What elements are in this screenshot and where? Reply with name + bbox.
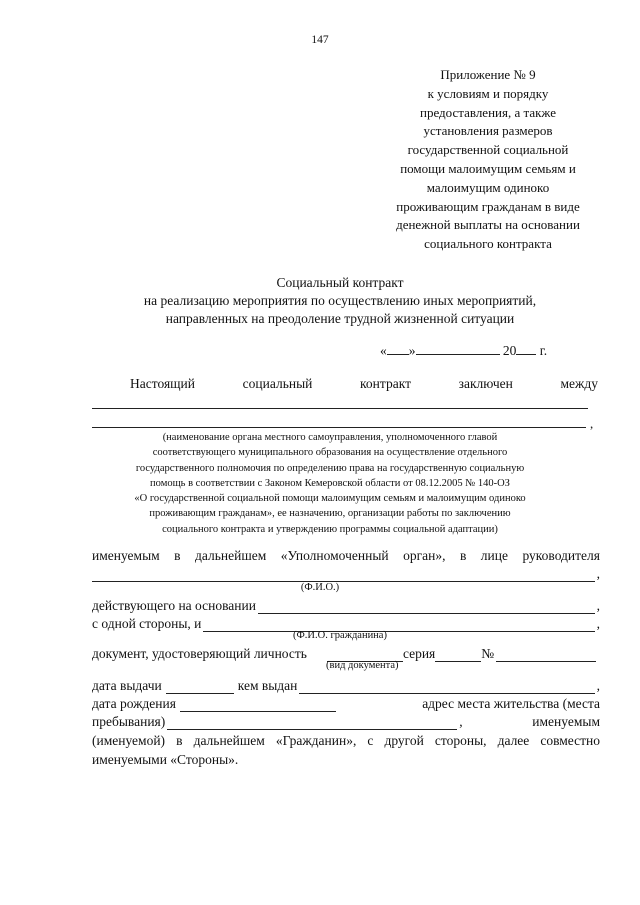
appendix-line: Приложение № 9 — [440, 67, 536, 82]
intro-word: заключен — [458, 376, 513, 391]
note-line: (наименование органа местного самоуправления, уполномоченного главой — [162, 432, 498, 443]
appendix-line: денежной выплаты на основании — [396, 217, 580, 233]
named-label: именуемым — [532, 714, 600, 729]
note-line: соответствующего муниципального образования на осуществление отдельного — [152, 447, 508, 459]
page-number: 147 — [311, 34, 329, 46]
intro-line — [130, 376, 598, 392]
one-side-label: с одной стороны, и — [92, 616, 202, 631]
appendix-line: предоставления, а также — [419, 104, 557, 120]
basis-blank[interactable] — [258, 601, 595, 614]
document-label: документ, удостоверяющий личность — [92, 646, 307, 661]
comma: , — [590, 416, 594, 431]
year-suffix: г. — [539, 343, 548, 358]
note-line: проживающим гражданам», ее назначению, организации работы по заключению — [149, 508, 511, 520]
head-fio-blank[interactable] — [92, 569, 595, 582]
comma: , — [596, 616, 600, 631]
address-label: адрес места жительства (места — [422, 696, 600, 711]
intro-word: между — [560, 376, 598, 391]
appendix-line: социального контракта — [424, 236, 552, 252]
appendix-line: малоимущим одиноко — [426, 179, 550, 195]
title-line: на реализацию мероприятия по осуществлению иных мероприятий, — [143, 293, 537, 308]
title-line: направленных на преодоление трудной жизненной ситуации — [165, 311, 515, 326]
note-line: «О государственной социальной помощи малоимущим семьям и малоимущим одиноко — [134, 493, 526, 505]
series-blank[interactable] — [435, 649, 481, 662]
doc-number-blank[interactable] — [496, 649, 596, 662]
org-note — [60, 430, 600, 537]
issued-by-blank[interactable] — [299, 681, 594, 694]
authority-line: именуемым в дальнейшем «Уполномоченный орган», в лице руководителя — [92, 548, 600, 563]
title-line: Социальный контракт — [276, 275, 404, 290]
year-blank[interactable] — [516, 342, 536, 355]
address-blank[interactable] — [167, 717, 457, 730]
document-title — [60, 274, 620, 328]
birth-row — [92, 696, 600, 712]
head-fio-row — [92, 566, 600, 582]
birth-date-blank[interactable] — [180, 699, 336, 712]
issued-by-label: кем выдан — [237, 678, 298, 693]
note-line: государственного полномочия по определению права на государственную социальную — [135, 462, 525, 474]
appendix-line: государственной социальной — [407, 142, 569, 158]
date-open-quote: « — [380, 343, 387, 358]
note-line: социального контракта и утверждению программы социальной адаптации) — [162, 523, 498, 535]
stay-label: пребывания) — [92, 714, 166, 729]
intro-word: контракт — [360, 376, 411, 391]
birth-date-label: дата рождения — [92, 696, 176, 711]
intro-word: социальный — [242, 376, 313, 391]
doc-type-caption: (вид документа) — [326, 660, 399, 671]
comma: , — [596, 598, 600, 613]
fio-caption: (Ф.И.О.) — [300, 582, 340, 593]
year-prefix: 20 — [502, 343, 517, 358]
appendix-line: к условиям и порядку — [427, 85, 549, 101]
appendix-line: помощи малоимущим семьям и — [400, 160, 576, 176]
appendix-header — [372, 66, 604, 254]
day-blank[interactable] — [387, 342, 409, 355]
basis-row — [92, 598, 600, 614]
month-blank[interactable] — [416, 342, 500, 355]
series-label: серия — [402, 646, 436, 661]
appendix-line: установления размеров — [423, 123, 553, 139]
issue-date-blank[interactable] — [166, 681, 234, 694]
stay-row — [92, 714, 600, 730]
intro-word: Настоящий — [130, 376, 196, 391]
number-label: № — [481, 646, 495, 661]
closing-paragraph: (именуемой) в дальнейшем «Гражданин», с другой стороны, далее совместно именуемыми «Стороны». — [92, 733, 600, 767]
comma: , — [596, 566, 600, 581]
issue-date-label: дата выдачи — [92, 678, 162, 693]
comma: , — [459, 714, 463, 729]
appendix-line: проживающим гражданам в виде — [396, 198, 580, 214]
basis-label: действующего на основании — [92, 598, 256, 613]
contract-date — [380, 342, 598, 359]
note-line: помощь в соответствии с Законом Кемеровской области от 08.12.2005 № 140-ОЗ — [150, 477, 510, 489]
citizen-caption: (Ф.И.О. гражданина) — [293, 630, 387, 641]
comma: , — [596, 678, 600, 693]
org-name-blank-1[interactable] — [92, 408, 588, 409]
org-name-blank-2[interactable] — [92, 427, 586, 428]
issue-row — [92, 678, 600, 694]
date-close-quote: » — [408, 343, 416, 358]
